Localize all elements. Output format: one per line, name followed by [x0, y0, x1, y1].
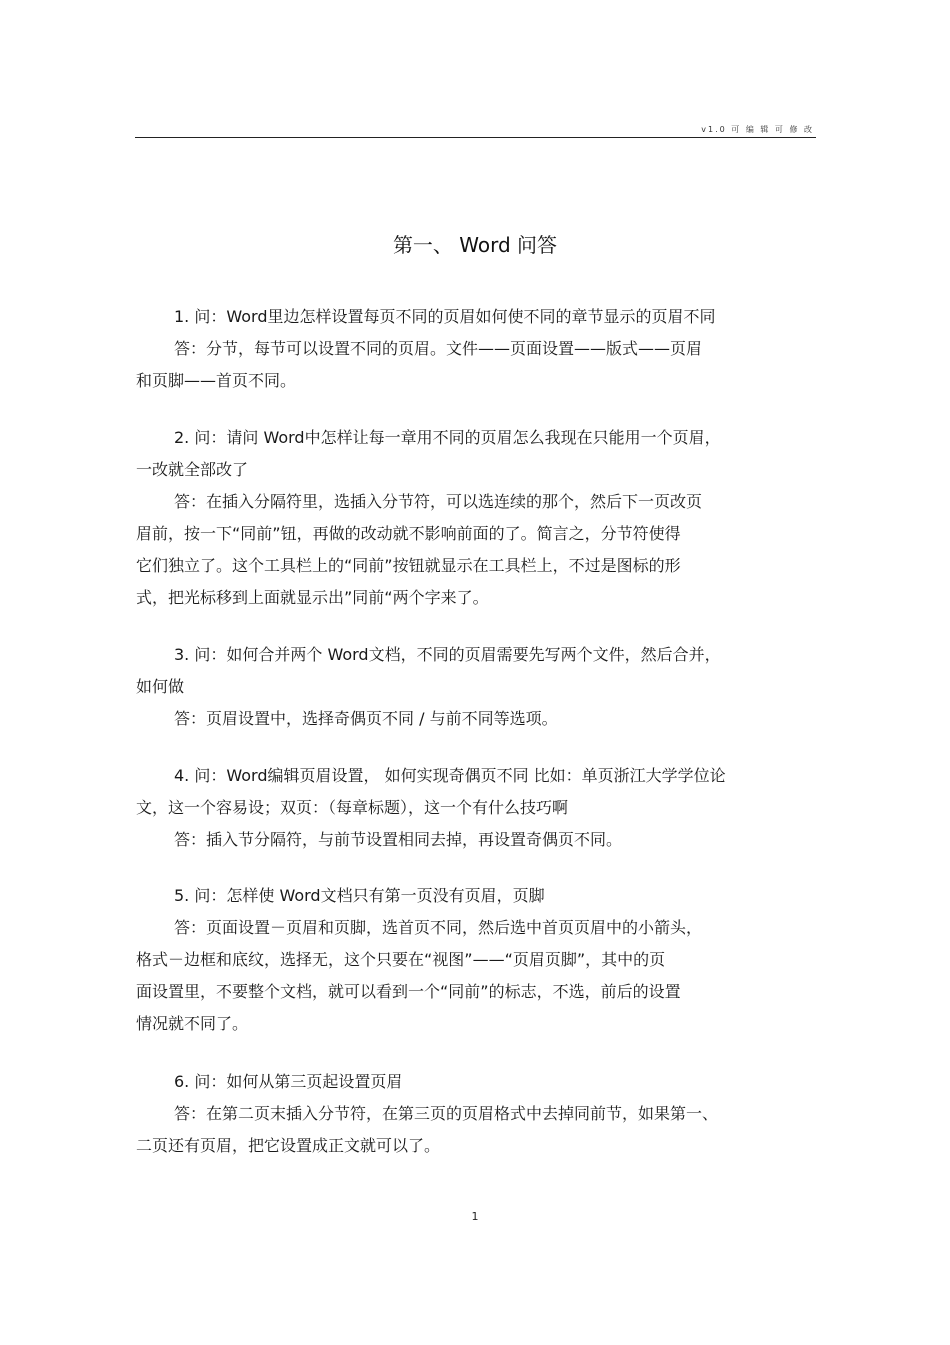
answer-line: 情况就不同了。 — [136, 1014, 249, 1033]
question-line: 2. 问：请问 Word中怎样让每一章用不同的页眉怎么我现在只能用一个页眉， — [174, 428, 721, 447]
qa-item-3 — [136, 639, 816, 735]
answer-line: 它们独立了。这个工具栏上的“同前”按钮就显示在工具栏上，不过是图标的形 — [136, 556, 681, 575]
answer-line: 眉前，按一下“同前”钮，再做的改动就不影响前面的了。简言之，分节符使得 — [136, 524, 681, 543]
question-line: 文，这一个容易设；双页：（每章标题），这一个有什么技巧啊 — [136, 798, 569, 817]
question-line: 4. 问：Word编辑页眉设置， 如何实现奇偶页不同 比如：单页浙江大学学位论 — [174, 766, 726, 785]
answer-line: 答：分节，每节可以设置不同的页眉。文件——页面设置——版式——页眉 — [174, 339, 703, 358]
answer-line: 二页还有页眉，把它设置成正文就可以了。 — [136, 1136, 441, 1155]
question-line: 5. 问：怎样使 Word文档只有第一页没有页眉，页脚 — [174, 886, 545, 905]
qa-item-2 — [136, 422, 816, 614]
question-line: 一改就全部改了 — [136, 460, 249, 479]
header-rule — [135, 137, 816, 138]
question-line: 3. 问：如何合并两个 Word文档，不同的页眉需要先写两个文件，然后合并， — [174, 645, 721, 664]
question-line: 6. 问：如何从第三页起设置页眉 — [174, 1072, 403, 1091]
qa-item-4 — [136, 760, 816, 856]
answer-line: 答：页眉设置中，选择奇偶页不同 / 与前不同等选项。 — [174, 709, 558, 728]
header-version: v1.0 可 编 辑 可 修 改 — [701, 125, 814, 134]
answer-line: 答：插入节分隔符，与前节设置相同去掉，再设置奇偶页不同。 — [174, 830, 623, 849]
page-title: 第一、 Word 问答 — [392, 233, 558, 257]
answer-line: 格式－边框和底纹，选择无，这个只要在“视图”——“页眉页脚”，其中的页 — [136, 950, 666, 969]
answer-line: 和页脚——首页不同。 — [136, 371, 297, 390]
question-line: 1. 问：Word里边怎样设置每页不同的页眉如何使不同的章节显示的页眉不同 — [174, 307, 716, 326]
answer-line: 式，把光标移到上面就显示出”同前“两个字来了。 — [136, 588, 489, 607]
qa-item-6 — [136, 1066, 816, 1162]
question-line: 如何做 — [136, 677, 185, 696]
page-number: 1 — [471, 1210, 479, 1223]
answer-line: 答：在第二页末插入分节符，在第三页的页眉格式中去掉同前节，如果第一、 — [174, 1104, 719, 1123]
qa-item-1 — [136, 301, 816, 397]
qa-item-5 — [136, 880, 816, 1040]
answer-line: 答：在插入分隔符里，选插入分节符，可以选连续的那个，然后下一页改页 — [174, 492, 703, 511]
answer-line: 面设置里，不要整个文档，就可以看到一个“同前”的标志，不选，前后的设置 — [136, 982, 681, 1001]
answer-line: 答：页面设置－页眉和页脚，选首页不同，然后选中首页页眉中的小箭头， — [174, 918, 703, 937]
